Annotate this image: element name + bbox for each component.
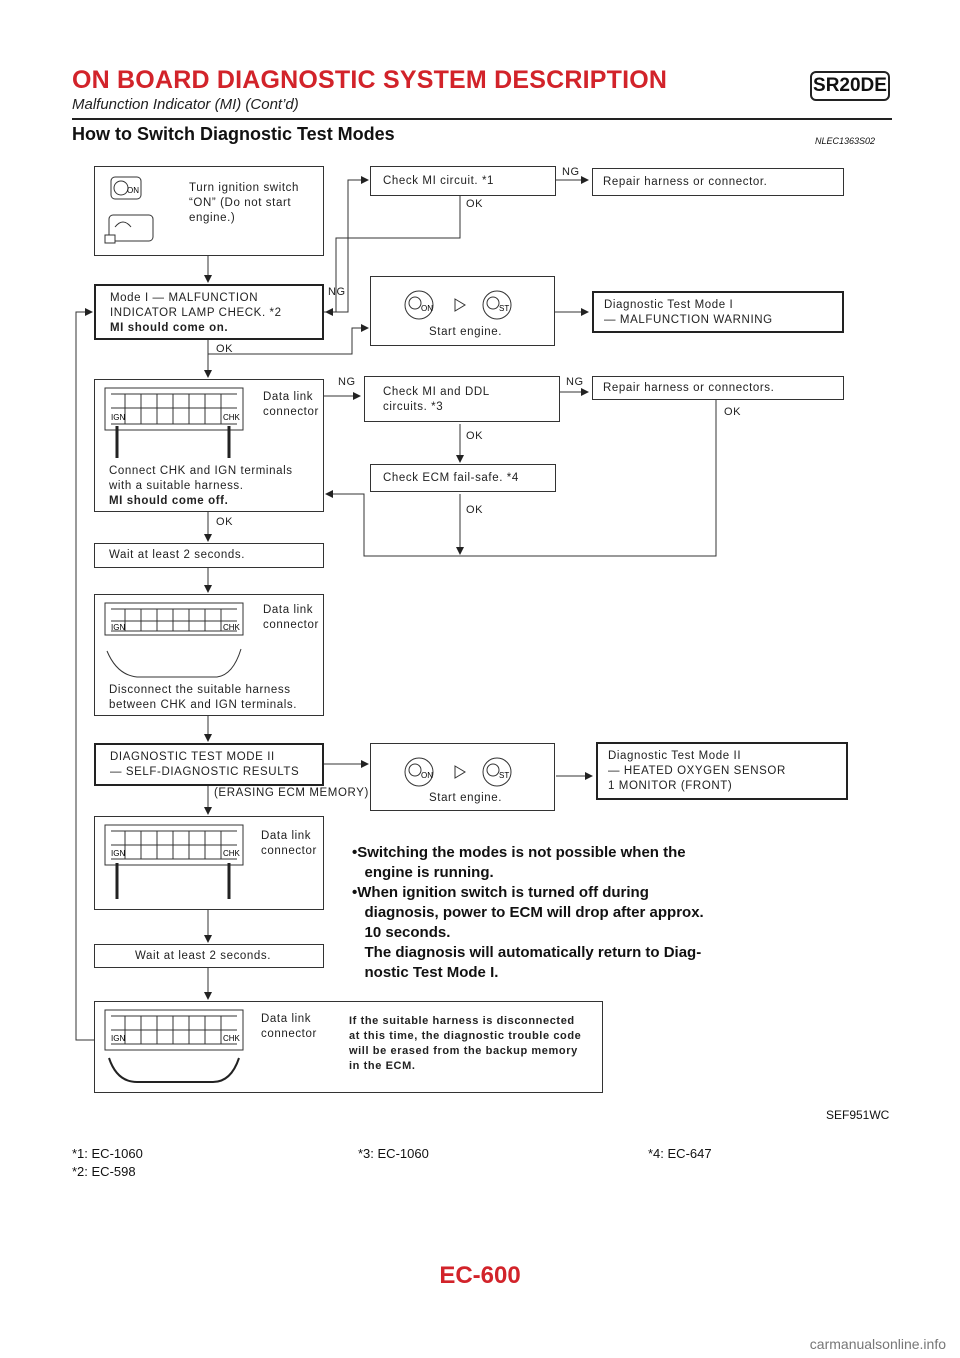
ignition-key-icon [103, 175, 159, 247]
start-engine-text: Start engine. [429, 326, 503, 338]
section-title: How to Switch Diagnostic Test Modes [72, 124, 395, 144]
wait-text: Wait at least 2 seconds. [135, 950, 272, 962]
svg-text:ST: ST [499, 771, 510, 780]
check-mi-ddl-text: Check MI and DDL circuits. *3 [383, 386, 490, 413]
figure-code: SEF951WC [826, 1108, 890, 1122]
connect-bold-text: MI should come off. [109, 495, 229, 507]
key-on-start-icon [401, 752, 521, 792]
step-ignition-on [94, 166, 324, 256]
mode-switch-notes [352, 843, 704, 983]
data-link-connector-icon [103, 386, 253, 466]
page-header-subtitle: Malfunction Indicator (MI) (Cont’d) [72, 96, 299, 113]
dtm2-text: DIAGNOSTIC TEST MODE II — SELF-DIAGNOSTIC RESULTS [110, 751, 300, 778]
ng-label: NG [328, 286, 346, 298]
footnote-4: *4: EC-647 [648, 1146, 712, 1161]
svg-text:ST: ST [499, 304, 510, 313]
svg-text:IGN: IGN [111, 623, 126, 632]
dlc-label: Data link connector [261, 830, 317, 857]
svg-text:IGN: IGN [111, 413, 126, 422]
engine-code-badge: SR20DE [810, 71, 890, 101]
step-wait-2-seconds [94, 543, 324, 568]
step-diagnostic-mode2-o2 [596, 742, 848, 800]
dlc-label: Data link connector [263, 391, 319, 418]
wait-text: Wait at least 2 seconds. [109, 549, 246, 561]
step-ignition-text: Turn ignition switch “ON” (Do not start engine.) [189, 182, 300, 224]
step-connector-reconnect [94, 816, 324, 910]
mode1-line1: Mode I — MALFUNCTION [110, 292, 259, 304]
start-engine-text: Start engine. [429, 792, 503, 804]
step-start-engine-1 [370, 276, 555, 346]
step-connect-chk-ign [94, 379, 324, 512]
step-repair-harness-connector [592, 168, 844, 196]
ok-label: OK [216, 516, 234, 528]
step-wait-2-seconds-2 [94, 944, 324, 968]
step-repair-harness-connectors [592, 376, 844, 400]
page-number: EC-600 [439, 1262, 521, 1289]
data-link-connector-icon [103, 823, 253, 903]
repair2-text: Repair harness or connectors. [603, 382, 775, 394]
svg-text:CHK: CHK [223, 1034, 240, 1043]
check-ecm-text: Check ECM fail-safe. *4 [383, 472, 519, 484]
footnote-1: *1: EC-1060 [72, 1146, 143, 1161]
dlc-label: Data link connector [261, 1013, 317, 1040]
ng-label: NG [338, 376, 356, 388]
step-connector-final [94, 1001, 603, 1093]
note-item: •Switching the modes is not possible when the engine is running. [352, 844, 686, 881]
key-on-start-icon [401, 285, 521, 325]
page-header-title: ON BOARD DIAGNOSTIC SYSTEM DESCRIPTION [72, 66, 668, 94]
ng-label: NG [566, 376, 584, 388]
svg-text:ON: ON [421, 771, 433, 780]
step-disconnect-harness [94, 594, 324, 716]
repair1-text: Repair harness or connector. [603, 176, 768, 188]
svg-text:IGN: IGN [111, 849, 126, 858]
footnote-2: *2: EC-598 [72, 1164, 136, 1179]
svg-text:CHK: CHK [223, 413, 240, 422]
svg-text:CHK: CHK [223, 623, 240, 632]
dtm2-o2-text: Diagnostic Test Mode II — HEATED OXYGEN SENSOR 1 MONITOR (FRONT) [608, 750, 786, 792]
step-diagnostic-mode2 [94, 743, 324, 786]
data-link-connector-icon [103, 1008, 253, 1088]
footnote-3: *3: EC-1060 [358, 1146, 429, 1161]
disconnect-text: Disconnect the suitable harness between CHK and IGN terminals. [109, 684, 298, 711]
erase-note-text: If the suitable harness is disconnected at this time, the diagnostic trouble code will be erased from the backup memory in the ECM. [349, 1015, 582, 1072]
ok-label: OK [724, 406, 742, 418]
svg-text:ON: ON [127, 186, 139, 195]
connect-text: Connect CHK and IGN terminals with a suitable harness. [109, 465, 293, 492]
step-check-mi-ddl [364, 376, 560, 422]
ok-label: OK [216, 343, 234, 355]
note-item: •When ignition switch is turned off during diagnosis, power to ECM will drop after approx. 10 seconds. The diagnosis will automatically return to Diag- nostic Test Mode I. [352, 884, 704, 981]
mode1-line2: INDICATOR LAMP CHECK. *2 [110, 307, 282, 319]
svg-text:IGN: IGN [111, 1034, 126, 1043]
section-code: NLEC1363S02 [815, 136, 876, 146]
step-mode1-mi-check [94, 284, 324, 340]
watermark: carmanualsonline.info [809, 1336, 946, 1352]
step-check-ecm-failsafe [370, 464, 556, 492]
step-diagnostic-mode1 [592, 291, 844, 333]
check-mi-text: Check MI circuit. *1 [383, 175, 495, 187]
data-link-connector-icon [103, 601, 253, 681]
step-start-engine-2 [370, 743, 555, 811]
mode1-line3: MI should come on. [110, 322, 229, 334]
step-check-mi-circuit [370, 166, 556, 196]
ok-label: OK [466, 198, 484, 210]
erasing-memory-label: (ERASING ECM MEMORY) [214, 787, 369, 799]
ok-label: OK [466, 430, 484, 442]
ok-label: OK [466, 504, 484, 516]
svg-text:ON: ON [421, 304, 433, 313]
dtm1-text: Diagnostic Test Mode I — MALFUNCTION WARNING [604, 299, 773, 326]
ng-label: NG [562, 166, 580, 178]
svg-text:CHK: CHK [223, 849, 240, 858]
dlc-label: Data link connector [263, 604, 319, 631]
